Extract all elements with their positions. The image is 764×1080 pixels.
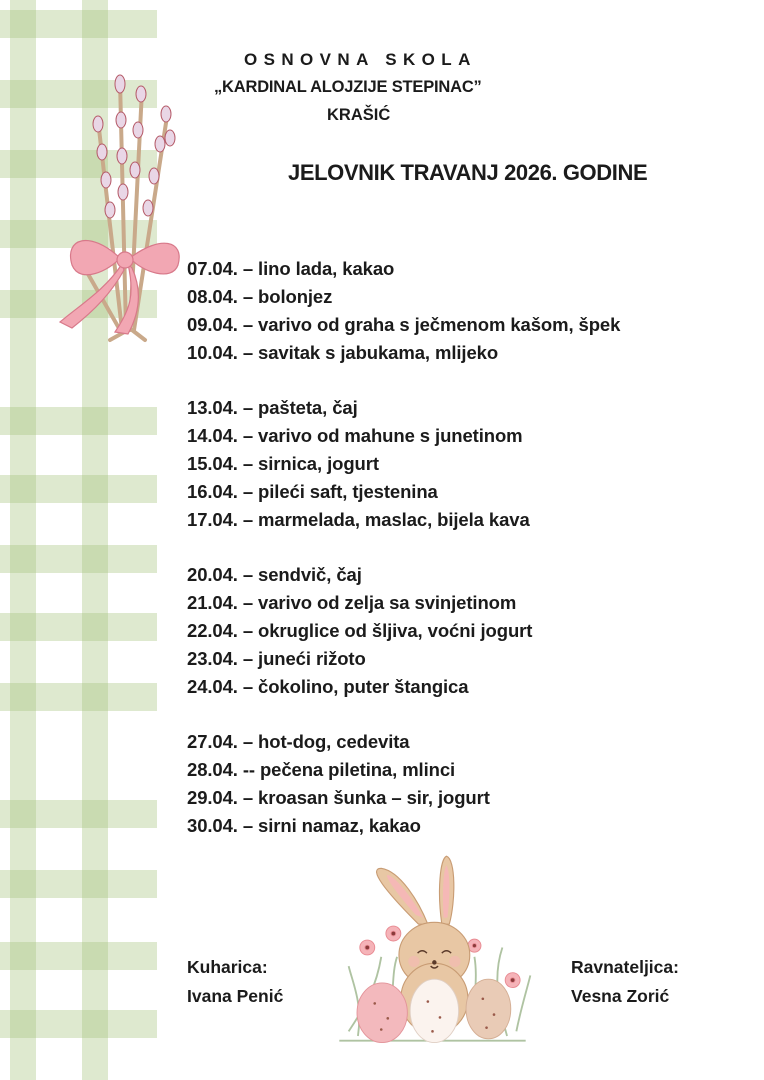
menu-separator: – (242, 509, 254, 530)
menu-item (187, 812, 707, 840)
menu-meal: okruglice od šljiva, voćni jogurt (258, 620, 533, 641)
menu-separator: – (242, 731, 254, 752)
menu-item (187, 283, 707, 311)
menu-separator: – (242, 314, 254, 335)
menu-item (187, 561, 707, 589)
menu-meal: varivo od mahune s junetinom (258, 425, 523, 446)
menu-date: 24.04. (187, 676, 238, 697)
menu-separator: – (242, 787, 254, 808)
menu-meal: lino lada, kakao (258, 258, 395, 279)
menu-item (187, 255, 707, 283)
gingham-horizontal-stripe (0, 942, 157, 970)
easter-bunny-illustration (330, 845, 535, 1050)
school-location: KRAŠIĆ (327, 106, 391, 124)
menu-week-group (187, 255, 707, 367)
menu-meal: bolonjez (258, 286, 333, 307)
menu-item (187, 339, 707, 367)
menu-date: 30.04. (187, 815, 238, 836)
menu-meal: savitak s jabukama, mlijeko (258, 342, 499, 363)
gingham-horizontal-stripe (0, 407, 157, 435)
menu-separator: – (242, 564, 254, 585)
menu-item (187, 394, 707, 422)
menu-item (187, 645, 707, 673)
menu-date: 07.04. (187, 258, 238, 279)
menu-separator: – (242, 481, 254, 502)
gingham-horizontal-stripe (0, 870, 157, 898)
menu-separator: -- (242, 759, 255, 780)
menu-meal: marmelada, maslac, bijela kava (258, 509, 530, 530)
school-full-name: „KARDINAL ALOJZIJE STEPINAC” (214, 78, 482, 96)
menu-separator: – (242, 676, 254, 697)
menu-separator: – (242, 648, 254, 669)
page-title: JELOVNIK TRAVANJ 2026. GODINE (288, 160, 648, 185)
menu-item (187, 311, 707, 339)
menu-meal: varivo od zelja sa svinjetinom (258, 592, 517, 613)
menu-separator: – (242, 258, 254, 279)
principal-signature (571, 953, 679, 1011)
menu-separator: – (242, 342, 254, 363)
menu-meal: kroasan šunka – sir, jogurt (258, 787, 490, 808)
gingham-horizontal-stripe (0, 683, 157, 711)
menu-meal: juneći rižoto (258, 648, 366, 669)
menu-date: 23.04. (187, 648, 238, 669)
menu-date: 17.04. (187, 509, 238, 530)
menu-meal: hot-dog, cedevita (258, 731, 410, 752)
menu-meal: sendvič, čaj (258, 564, 362, 585)
menu-item (187, 450, 707, 478)
menu-date: 16.04. (187, 481, 238, 502)
menu-meal: čokolino, puter štangica (258, 676, 469, 697)
gingham-horizontal-stripe (0, 613, 157, 641)
menu-date: 10.04. (187, 342, 238, 363)
menu-date: 13.04. (187, 397, 238, 418)
menu-item (187, 756, 707, 784)
principal-name: Vesna Zorić (571, 986, 670, 1006)
menu-date: 28.04. (187, 759, 238, 780)
gingham-horizontal-stripe (0, 1010, 157, 1038)
menu-week-group (187, 728, 707, 840)
menu-meal: sirnica, jogurt (258, 453, 379, 474)
menu-item (187, 617, 707, 645)
menu-date: 22.04. (187, 620, 238, 641)
menu-date: 14.04. (187, 425, 238, 446)
menu-date: 29.04. (187, 787, 238, 808)
cook-name: Ivana Penić (187, 986, 284, 1006)
menu-item (187, 422, 707, 450)
menu-item (187, 478, 707, 506)
menu-item (187, 728, 707, 756)
menu-separator: – (242, 592, 254, 613)
menu-item (187, 506, 707, 534)
menu-separator: – (242, 286, 254, 307)
cook-signature (187, 953, 283, 1011)
menu-week-group (187, 394, 707, 534)
menu-meal: sirni namaz, kakao (258, 815, 421, 836)
menu-meal: pašteta, čaj (258, 397, 358, 418)
menu-week-group (187, 561, 707, 701)
cook-role-label: Kuharica: (187, 957, 268, 977)
menu-date: 15.04. (187, 453, 238, 474)
menu-list (187, 255, 707, 867)
menu-date: 09.04. (187, 314, 238, 335)
pussy-willow-illustration (50, 60, 200, 350)
menu-date: 27.04. (187, 731, 238, 752)
menu-item (187, 784, 707, 812)
menu-meal: pileći saft, tjestenina (258, 481, 438, 502)
gingham-horizontal-stripe (0, 800, 157, 828)
gingham-horizontal-stripe (0, 10, 157, 38)
menu-separator: – (242, 425, 254, 446)
school-name-line: OSNOVNA SKOLA (244, 50, 477, 69)
principal-role-label: Ravnateljica: (571, 957, 679, 977)
menu-item (187, 673, 707, 701)
menu-item (187, 589, 707, 617)
menu-meal: varivo od graha s ječmenom kašom, špek (258, 314, 621, 335)
menu-separator: – (242, 815, 254, 836)
gingham-horizontal-stripe (0, 545, 157, 573)
menu-separator: – (242, 620, 254, 641)
menu-date: 21.04. (187, 592, 238, 613)
menu-date: 08.04. (187, 286, 238, 307)
menu-date: 20.04. (187, 564, 238, 585)
gingham-horizontal-stripe (0, 475, 157, 503)
menu-separator: – (242, 397, 254, 418)
menu-meal: pečena piletina, mlinci (259, 759, 456, 780)
menu-separator: – (242, 453, 254, 474)
